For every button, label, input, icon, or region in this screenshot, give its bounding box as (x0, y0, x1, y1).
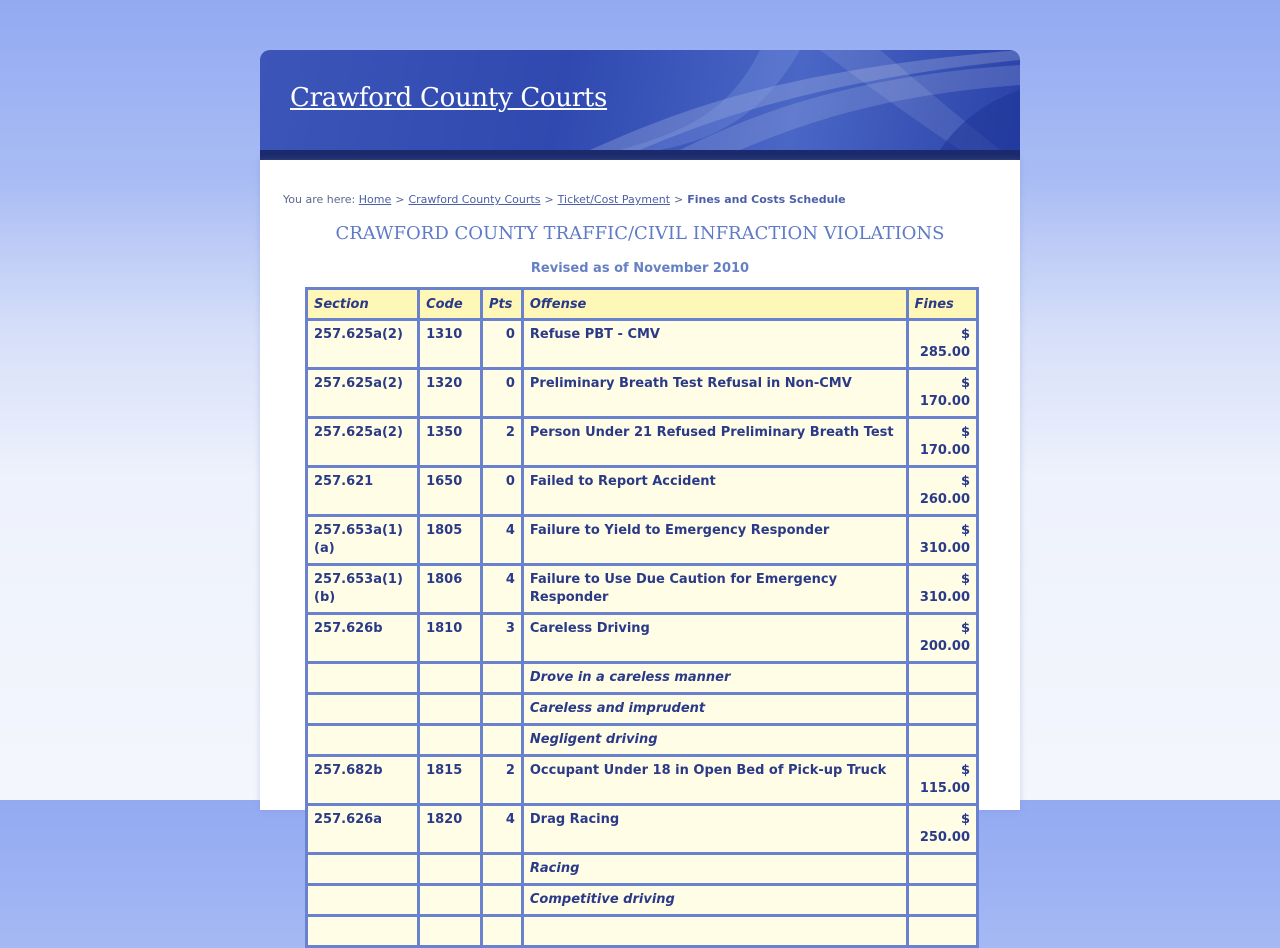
cell-pts: 4 (483, 806, 521, 852)
table-row (308, 566, 976, 612)
breadcrumb-link-ticket-cost-payment[interactable]: Ticket/Cost Payment (557, 193, 671, 206)
table-row (308, 757, 976, 803)
cell-fine: $ 285.00 (909, 321, 976, 367)
cell-code: 1810 (420, 615, 480, 661)
cell-pts: 2 (483, 419, 521, 465)
cell-fine: $ 250.00 (909, 806, 976, 852)
cell-fine: $ 200.00 (909, 615, 976, 661)
cell-pts: 4 (483, 566, 521, 612)
table-row (308, 695, 976, 723)
table-row (308, 419, 976, 465)
cell-section: 257.653a(1)(b) (308, 566, 417, 612)
cell-offense: Person Under 21 Refused Preliminary Breath Test (524, 419, 906, 465)
cell-fine (909, 855, 976, 883)
column-header-section: Section (308, 290, 417, 318)
cell-pts: 0 (483, 370, 521, 416)
breadcrumb-separator: > (395, 193, 405, 206)
breadcrumb-link-crawford-county-courts[interactable]: Crawford County Courts (408, 193, 541, 206)
cell-section (308, 917, 417, 945)
cell-fine: $ 310.00 (909, 566, 976, 612)
page-container (260, 50, 1020, 907)
table-body (308, 321, 976, 945)
cell-section: 257.621 (308, 468, 417, 514)
cell-offense: Racing (524, 855, 906, 883)
cell-offense (524, 917, 906, 945)
breadcrumb-separator: > (674, 193, 684, 206)
breadcrumb-separator: > (544, 193, 554, 206)
site-title-link[interactable]: Crawford County Courts (290, 83, 608, 113)
column-header-offense: Offense (524, 290, 906, 318)
cell-fine (909, 726, 976, 754)
cell-pts: 3 (483, 615, 521, 661)
table-row (308, 664, 976, 692)
table-header-row (308, 290, 976, 318)
table-row (308, 517, 976, 563)
table-row (308, 468, 976, 514)
cell-pts: 0 (483, 468, 521, 514)
cell-code: 1350 (420, 419, 480, 465)
breadcrumb-link-home[interactable]: Home (358, 193, 392, 206)
column-header-code: Code (420, 290, 480, 318)
cell-fine: $ 310.00 (909, 517, 976, 563)
cell-section: 257.625a(2) (308, 370, 417, 416)
cell-offense: Drag Racing (524, 806, 906, 852)
header-bar (260, 150, 1020, 160)
cell-section: 257.682b (308, 757, 417, 803)
cell-section (308, 695, 417, 723)
table-row (308, 917, 976, 945)
cell-code: 1310 (420, 321, 480, 367)
cell-fine (909, 886, 976, 914)
table-row (308, 615, 976, 661)
table-row (308, 806, 976, 852)
cell-code (420, 726, 480, 754)
cell-section (308, 664, 417, 692)
cell-section: 257.625a(2) (308, 419, 417, 465)
cell-fine (909, 917, 976, 945)
cell-code: 1805 (420, 517, 480, 563)
table-row (308, 370, 976, 416)
cell-pts: 4 (483, 517, 521, 563)
cell-offense: Failure to Yield to Emergency Responder (524, 517, 906, 563)
cell-code (420, 695, 480, 723)
cell-section (308, 855, 417, 883)
cell-fine: $ 115.00 (909, 757, 976, 803)
main-content (260, 160, 1020, 907)
cell-code (420, 886, 480, 914)
cell-fine: $ 170.00 (909, 419, 976, 465)
breadcrumb-prefix: You are here: (283, 193, 356, 206)
table-row (308, 855, 976, 883)
cell-offense: Careless Driving (524, 615, 906, 661)
cell-section: 257.626b (308, 615, 417, 661)
breadcrumb (283, 193, 846, 206)
cell-code: 1820 (420, 806, 480, 852)
site-header (260, 50, 1020, 150)
cell-pts (483, 886, 521, 914)
cell-fine (909, 664, 976, 692)
cell-pts: 0 (483, 321, 521, 367)
cell-offense: Negligent driving (524, 726, 906, 754)
cell-code (420, 917, 480, 945)
cell-fine (909, 695, 976, 723)
cell-code: 1320 (420, 370, 480, 416)
cell-pts (483, 726, 521, 754)
cell-section: 257.653a(1)(a) (308, 517, 417, 563)
column-header-pts: Pts (483, 290, 521, 318)
cell-pts: 2 (483, 757, 521, 803)
cell-pts (483, 695, 521, 723)
cell-offense: Preliminary Breath Test Refusal in Non-CMV (524, 370, 906, 416)
cell-section: 257.625a(2) (308, 321, 417, 367)
cell-offense: Failed to Report Accident (524, 468, 906, 514)
cell-pts (483, 664, 521, 692)
breadcrumb-current: Fines and Costs Schedule (687, 193, 846, 206)
cell-offense: Competitive driving (524, 886, 906, 914)
cell-offense: Drove in a careless manner (524, 664, 906, 692)
cell-fine: $ 170.00 (909, 370, 976, 416)
cell-offense: Occupant Under 18 in Open Bed of Pick-up Truck (524, 757, 906, 803)
page-subtitle: Revised as of November 2010 (530, 261, 750, 276)
column-header-fines: Fines (909, 290, 976, 318)
cell-code (420, 664, 480, 692)
cell-section: 257.626a (308, 806, 417, 852)
table-row (308, 321, 976, 367)
cell-fine: $ 260.00 (909, 468, 976, 514)
fines-table (305, 287, 979, 948)
cell-section (308, 726, 417, 754)
cell-offense: Failure to Use Due Caution for Emergency Responder (524, 566, 906, 612)
cell-code: 1806 (420, 566, 480, 612)
cell-code (420, 855, 480, 883)
fines-table-wrapper (305, 287, 979, 948)
page-title: CRAWFORD COUNTY TRAFFIC/CIVIL INFRACTION VIOLATIONS (335, 223, 945, 244)
cell-offense: Refuse PBT - CMV (524, 321, 906, 367)
cell-code: 1650 (420, 468, 480, 514)
cell-offense: Careless and imprudent (524, 695, 906, 723)
table-row (308, 726, 976, 754)
cell-pts (483, 917, 521, 945)
cell-code: 1815 (420, 757, 480, 803)
cell-section (308, 886, 417, 914)
cell-pts (483, 855, 521, 883)
table-row (308, 886, 976, 914)
